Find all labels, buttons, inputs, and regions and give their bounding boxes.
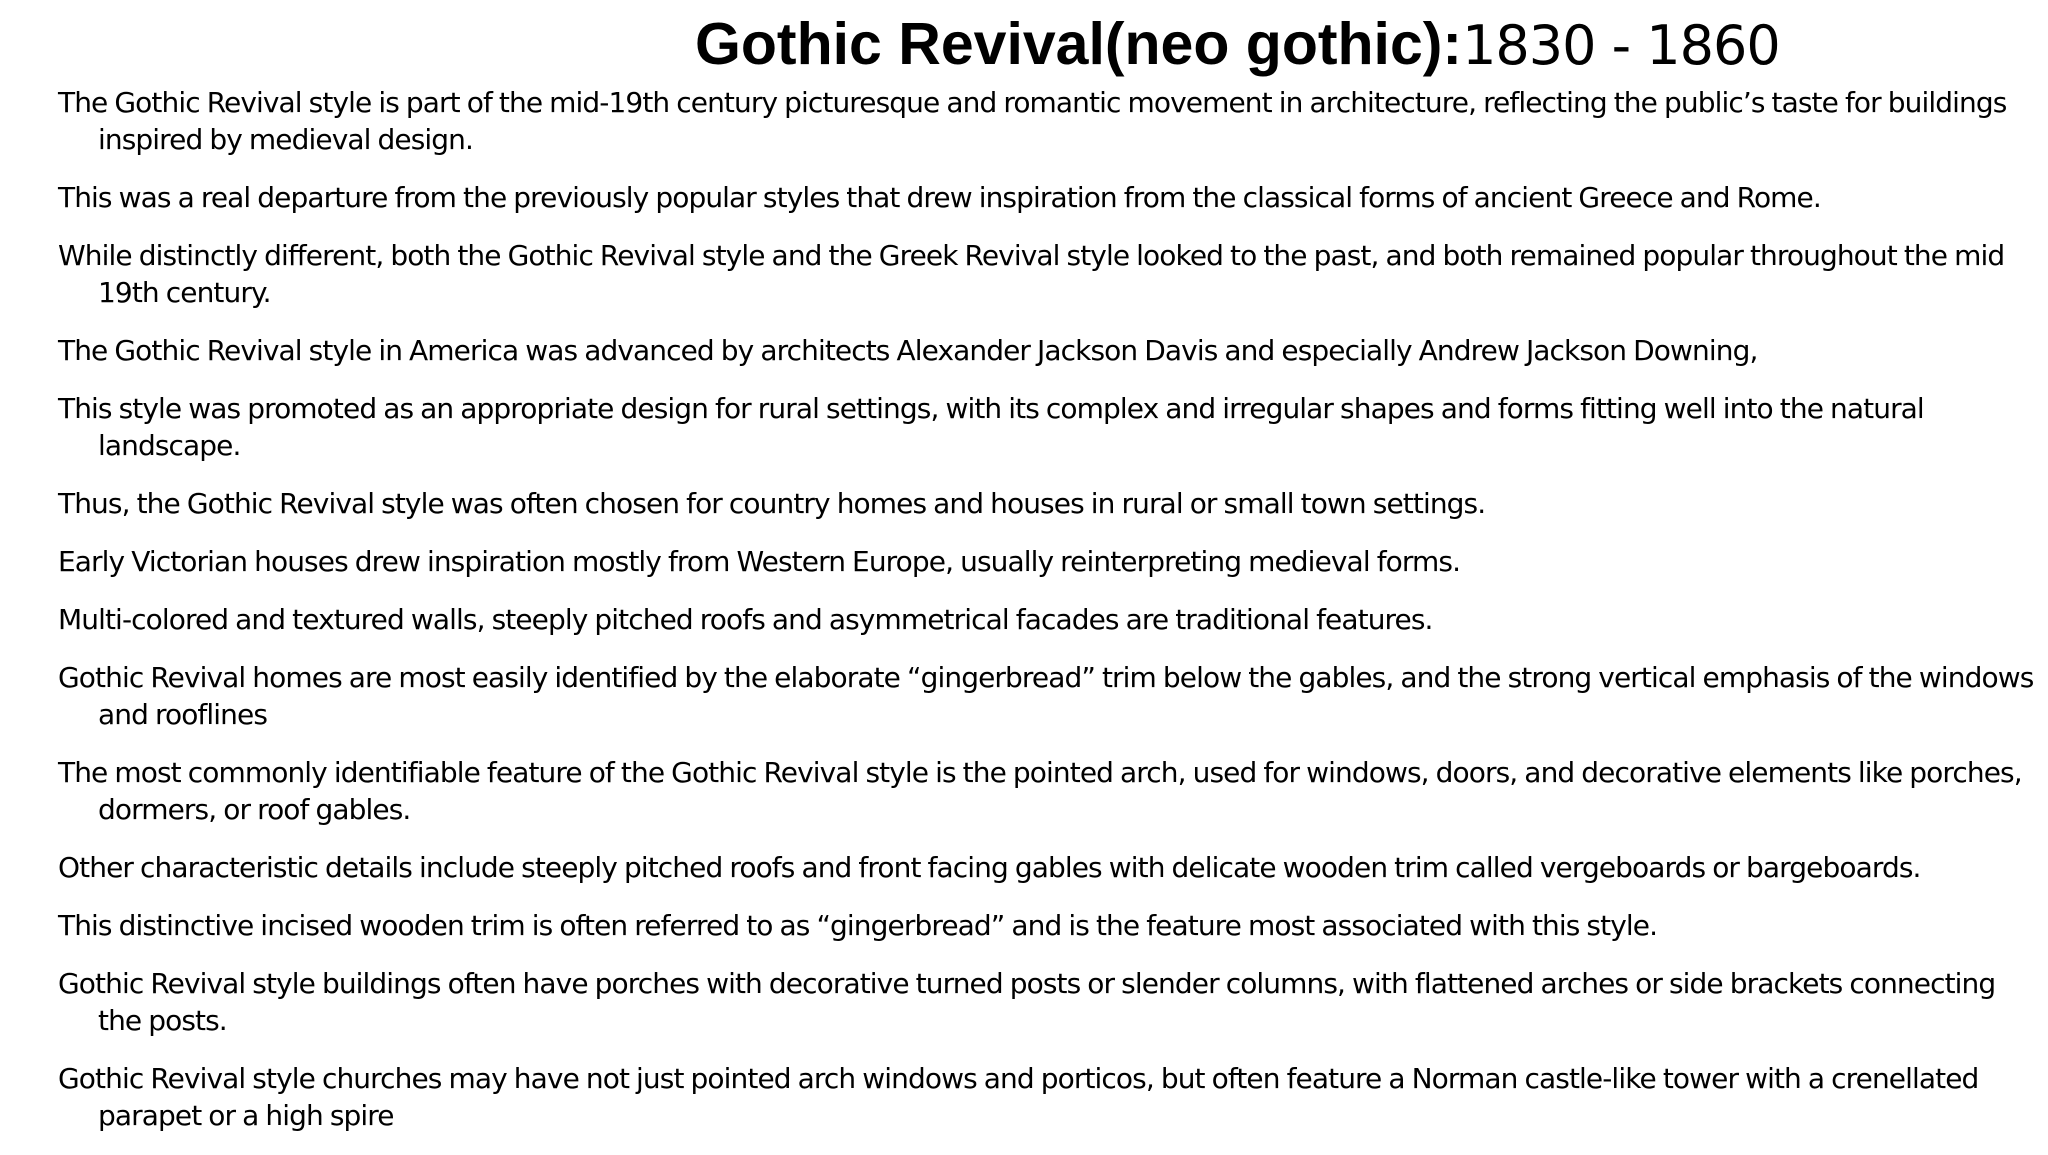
paragraph: This distinctive incised wooden trim is often referred to as “gingerbread” and is the feature most associated with this style. [58, 909, 1658, 942]
paragraph: This was a real departure from the previously popular styles that drew inspiration from the classical forms of ancient Greece and Rome. [58, 181, 1821, 214]
paragraph: Multi-colored and textured walls, steeply pitched roofs and asymmetrical facades are traditional features. [58, 603, 1433, 636]
title-years: 1830 - 1860 [1462, 14, 1780, 77]
title-main: Gothic Revival(neo gothic): [695, 11, 1463, 77]
paragraph-list [58, 84, 2042, 1155]
paragraph: Thus, the Gothic Revival style was often chosen for country homes and houses in rural or small town settings. [58, 487, 1486, 520]
paragraph: The Gothic Revival style in America was advanced by architects Alexander Jackson Davis and especially Andrew Jackson Downing, [58, 334, 1758, 367]
paragraph: Early Victorian houses drew inspiration mostly from Western Europe, usually reinterpreting medieval forms. [58, 545, 1461, 578]
paragraph: Other characteristic details include steeply pitched roofs and front facing gables with delicate wooden trim called vergeboards or bargeboards. [58, 851, 1921, 884]
paragraph: Gothic Revival style buildings often have porches with decorative turned posts or slender columns, with flattened arches or side brackets connecting the posts. [58, 967, 1996, 1037]
slide-title [695, 8, 1780, 80]
paragraph: The Gothic Revival style is part of the mid-19th century picturesque and romantic movement in architecture, reflecting the public’s taste for buildings inspired by medieval design. [58, 86, 2007, 156]
paragraph: Gothic Revival style churches may have not just pointed arch windows and porticos, but often feature a Norman castle-like tower with a crenellated parapet or a high spire [58, 1062, 1979, 1132]
paragraph: This style was promoted as an appropriate design for rural settings, with its complex and irregular shapes and forms fitting well into the natural landscape. [58, 392, 1924, 462]
paragraph: The most commonly identifiable feature of the Gothic Revival style is the pointed arch, used for windows, doors, and decorative elements like porches, dormers, or roof gables. [58, 756, 2022, 826]
paragraph: While distinctly different, both the Gothic Revival style and the Greek Revival style looked to the past, and both remained popular throughout the mid 19th century. [58, 239, 2005, 309]
paragraph: Gothic Revival homes are most easily identified by the elaborate “gingerbread” trim below the gables, and the strong vertical emphasis of the windows and rooflines [58, 661, 2034, 731]
